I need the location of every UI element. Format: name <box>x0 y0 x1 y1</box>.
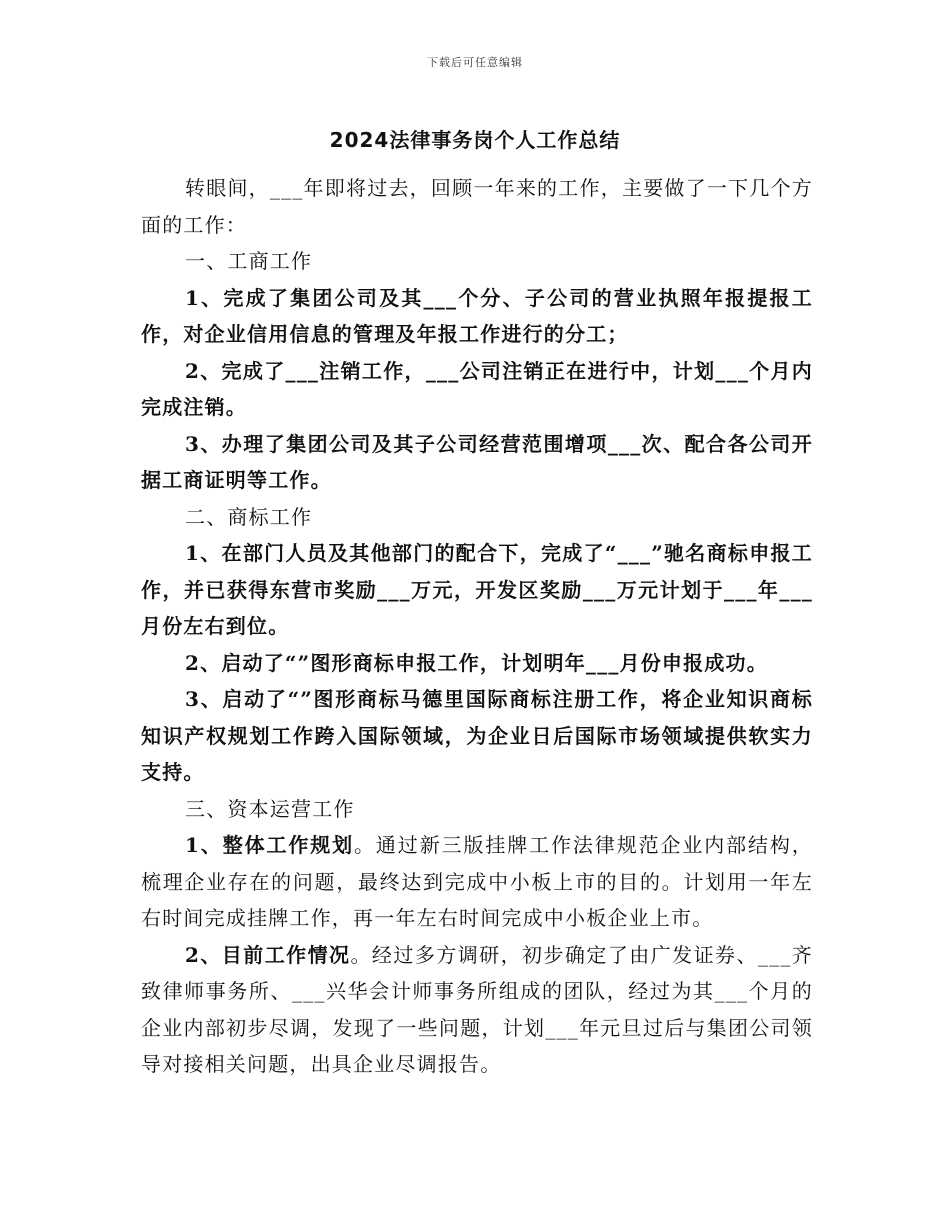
paragraph-intro: 转眼间，___年即将过去，回顾一年来的工作，主要做了一下几个方面的工作： <box>141 176 813 237</box>
paragraph-business-3: 3、办理了集团公司及其子公司经营范围增项___次、配合各公司开据工商证明等工作。 <box>141 431 813 492</box>
paragraph-business-2: 2、完成了___注销工作，___公司注销正在进行中，计划___个月内完成注销。 <box>141 358 813 419</box>
section-heading-capital: 三、资本运营工作 <box>185 796 355 821</box>
paragraph-capital-2 <box>141 937 813 1083</box>
paragraph-capital-2-rest: 。经过多方调研，初步确定了由广发证券、___齐致律师事务所、___兴华会计师事务所组成的团队，经过为其___个月的企业内部初步尽调，发现了一些问题，计划___年元旦过后与集团公司领导对接相关问题，出具企业尽调报告。 <box>141 942 813 1076</box>
document-title: 2024法律事务岗个人工作总结 <box>329 128 621 152</box>
paragraph-trademark-1: 1、在部门人员及其他部门的配合下，完成了“___”驰名商标申报工作，并已获得东营市奖励___万元，开发区奖励___万元计划于___年___月份左右到位。 <box>141 541 813 638</box>
document-body <box>141 170 813 1083</box>
section-heading-trademark: 二、商标工作 <box>185 504 313 529</box>
paragraph-trademark-2: 2、启动了“”图形商标申报工作，计划明年___月份申报成功。 <box>185 650 768 675</box>
section-heading-business: 一、工商工作 <box>185 249 313 273</box>
paragraph-business-1: 1、完成了集团公司及其___个分、子公司的营业执照年报提报工作，对企业信用信息的管理及年报工作进行的分工； <box>141 285 813 346</box>
paragraph-capital-1-rest: 。通过新三版挂牌工作法律规范企业内部结构，梳理企业存在的问题，最终达到完成中小板上市的目的。计划用一年左右时间完成挂牌工作，再一年左右时间完成中小板企业上市。 <box>141 833 813 930</box>
paragraph-trademark-3: 3、启动了“”图形商标马德里国际商标注册工作，将企业知识商标知识产权规划工作跨入国际领域，为企业日后国际市场领域提供软实力支持。 <box>141 687 813 784</box>
paragraph-capital-2-lead: 2、目前工作情况 <box>185 942 351 967</box>
paragraph-capital-1 <box>141 827 813 937</box>
header-note: 下载后可任意编辑 <box>427 56 523 69</box>
paragraph-capital-1-lead: 1、整体工作规划 <box>185 833 355 857</box>
